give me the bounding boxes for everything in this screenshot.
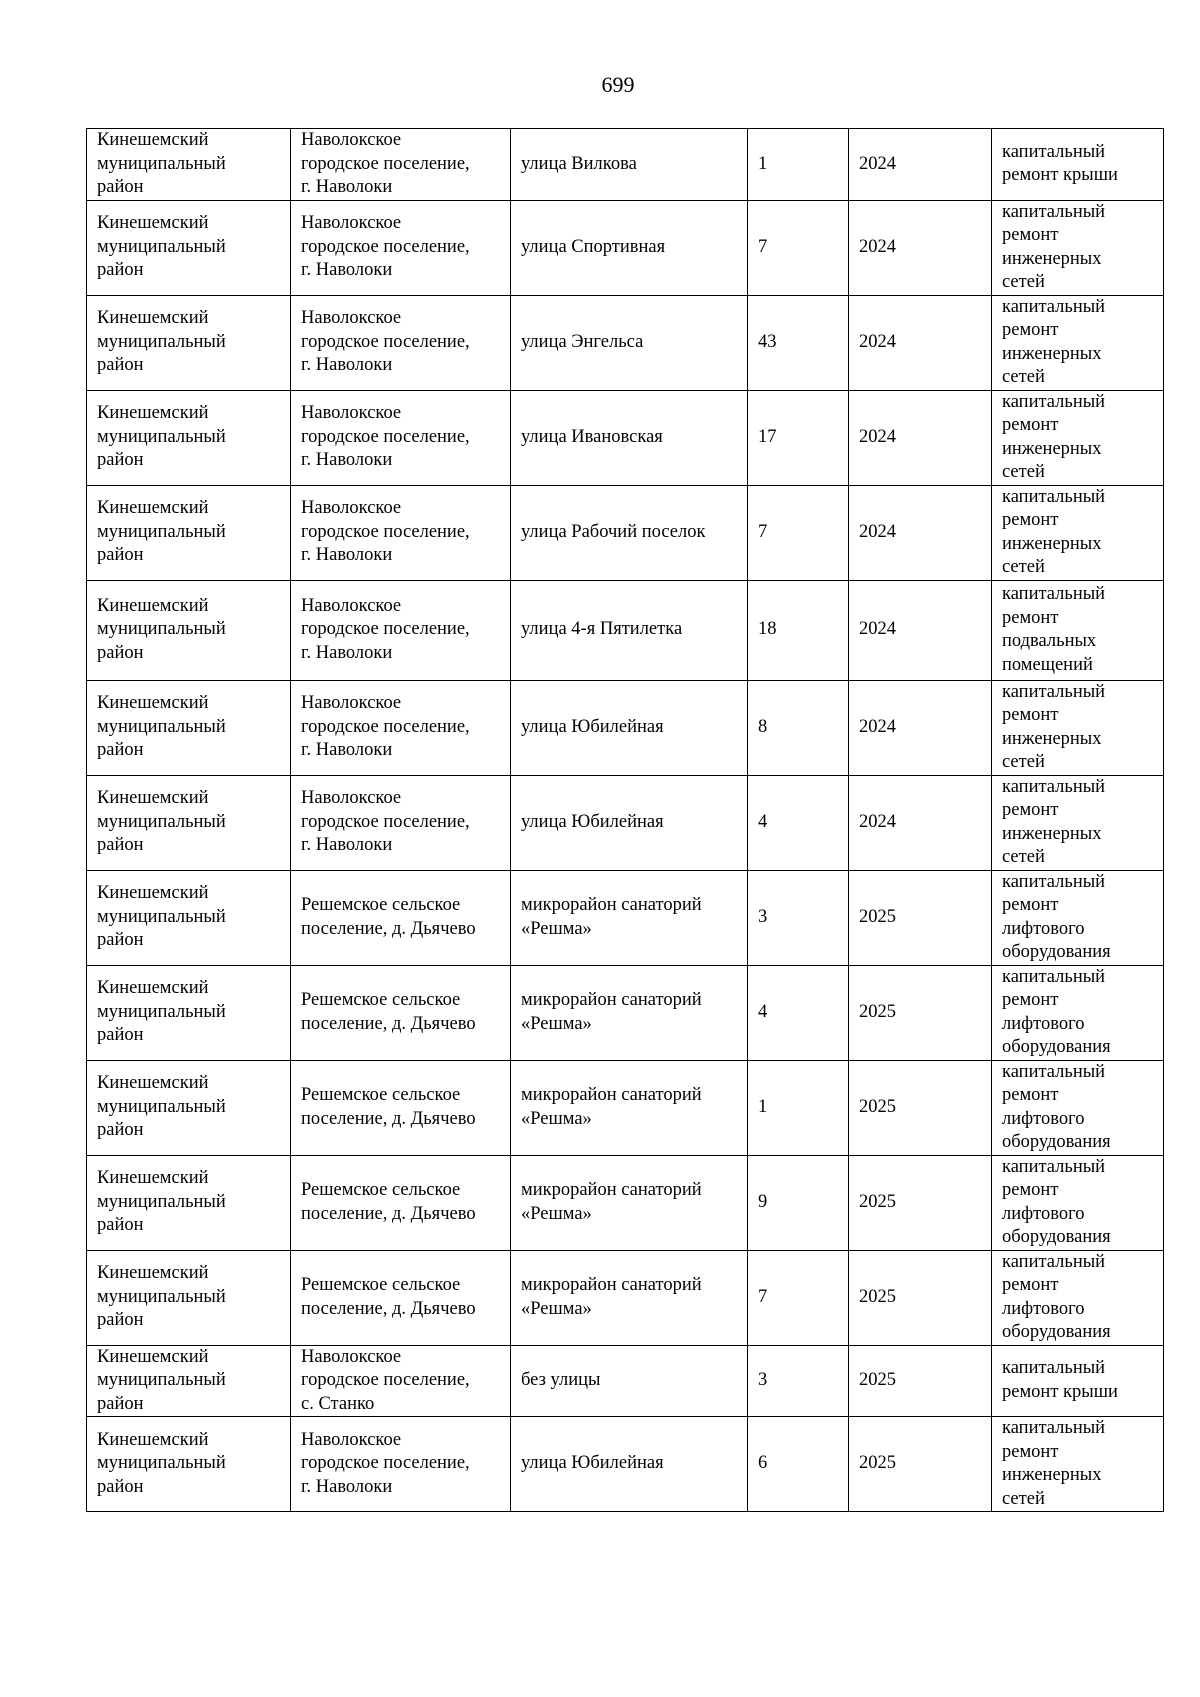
- year-cell-text: 2024: [859, 811, 896, 832]
- settlement-cell-text: Наволокское городское поселение, г. Наволоки: [301, 308, 470, 376]
- year-cell: [849, 1155, 992, 1250]
- work-type-cell: [992, 580, 1164, 680]
- work-type-cell: [992, 1060, 1164, 1155]
- street-cell-text: микрорайон санаторий «Решма»: [521, 1085, 702, 1129]
- district-cell-text: Кинешемский муниципальный район: [97, 1263, 226, 1331]
- work-type-cell-text: капитальный ремонт инженерных сетей: [1002, 1418, 1106, 1509]
- street-cell: [511, 965, 748, 1060]
- settlement-cell: [291, 680, 511, 775]
- street-cell-text: без улицы: [521, 1370, 601, 1390]
- table-row: [87, 1060, 1164, 1155]
- table-row: [87, 1345, 1164, 1417]
- work-type-cell-text: капитальный ремонт инженерных сетей: [1002, 486, 1106, 577]
- settlement-cell: [291, 580, 511, 680]
- street-cell: [511, 775, 748, 870]
- settlement-cell: [291, 295, 511, 390]
- year-cell: [849, 485, 992, 580]
- work-type-cell-text: капитальный ремонт крыши: [1002, 1358, 1118, 1402]
- house-number-cell: [748, 1417, 849, 1512]
- district-cell: [87, 1345, 291, 1417]
- settlement-cell-text: Наволокское городское поселение, с. Станко: [301, 1346, 470, 1414]
- settlement-cell-text: Решемское сельское поселение, д. Дьячево: [301, 1085, 476, 1129]
- house-number-cell: [748, 129, 849, 201]
- work-type-cell: [992, 680, 1164, 775]
- street-cell: [511, 390, 748, 485]
- district-cell-text: Кинешемский муниципальный район: [97, 595, 226, 663]
- work-type-cell-text: капитальный ремонт инженерных сетей: [1002, 391, 1106, 482]
- house-number-cell: [748, 1155, 849, 1250]
- settlement-cell-text: Наволокское городское поселение, г. Наволоки: [301, 788, 470, 856]
- table-row: [87, 390, 1164, 485]
- table-row: [87, 965, 1164, 1060]
- work-type-cell-text: капитальный ремонт лифтового оборудования: [1002, 966, 1111, 1057]
- year-cell: [849, 1250, 992, 1345]
- work-type-cell: [992, 870, 1164, 965]
- year-cell: [849, 965, 992, 1060]
- settlement-cell: [291, 1155, 511, 1250]
- district-cell-text: Кинешемский муниципальный район: [97, 978, 226, 1046]
- year-cell: [849, 129, 992, 201]
- table-body: [87, 129, 1164, 1512]
- settlement-cell-text: Решемское сельское поселение, д. Дьячево: [301, 1275, 476, 1319]
- street-cell-text: улица 4-я Пятилетка: [521, 619, 683, 640]
- year-cell: [849, 680, 992, 775]
- settlement-cell: [291, 1417, 511, 1512]
- district-cell: [87, 485, 291, 580]
- settlement-cell: [291, 1250, 511, 1345]
- district-cell-text: Кинешемский муниципальный район: [97, 1429, 226, 1497]
- house-number-cell-text: 1: [758, 153, 768, 174]
- district-cell-text: Кинешемский муниципальный район: [97, 1168, 226, 1236]
- district-cell: [87, 390, 291, 485]
- district-cell: [87, 965, 291, 1060]
- house-number-cell-text: 7: [758, 521, 768, 542]
- district-cell-text: Кинешемский муниципальный район: [97, 788, 226, 856]
- street-cell: [511, 1250, 748, 1345]
- district-cell: [87, 129, 291, 201]
- year-cell-text: 2024: [859, 426, 896, 447]
- district-cell: [87, 1155, 291, 1250]
- work-type-cell-text: капитальный ремонт лифтового оборудования: [1002, 871, 1111, 962]
- year-cell: [849, 1417, 992, 1512]
- settlement-cell-text: Решемское сельское поселение, д. Дьячево: [301, 990, 476, 1034]
- table-row: [87, 870, 1164, 965]
- district-cell: [87, 1250, 291, 1345]
- work-type-cell: [992, 775, 1164, 870]
- street-cell: [511, 1345, 748, 1417]
- house-number-cell-text: 18: [758, 619, 777, 640]
- house-number-cell: [748, 680, 849, 775]
- year-cell-text: 2025: [859, 1001, 896, 1022]
- house-number-cell-text: 8: [758, 716, 768, 737]
- work-type-cell: [992, 1155, 1164, 1250]
- street-cell-text: микрорайон санаторий «Решма»: [521, 990, 702, 1034]
- work-type-cell-text: капитальный ремонт крыши: [1002, 141, 1118, 186]
- settlement-cell-text: Наволокское городское поселение, г. Наволоки: [301, 130, 470, 197]
- street-cell: [511, 1155, 748, 1250]
- work-type-cell: [992, 1250, 1164, 1345]
- work-type-cell-text: капитальный ремонт инженерных сетей: [1002, 776, 1106, 867]
- street-cell-text: улица Рабочий поселок: [521, 521, 706, 542]
- settlement-cell-text: Наволокское городское поселение, г. Наволоки: [301, 213, 470, 281]
- table-row: [87, 580, 1164, 680]
- settlement-cell: [291, 775, 511, 870]
- year-cell-text: 2025: [859, 1191, 896, 1212]
- street-cell-text: улица Юбилейная: [521, 811, 664, 832]
- work-type-cell: [992, 1345, 1164, 1417]
- house-number-cell: [748, 1345, 849, 1417]
- house-number-cell-text: 1: [758, 1096, 768, 1117]
- work-type-cell-text: капитальный ремонт лифтового оборудования: [1002, 1061, 1111, 1152]
- street-cell-text: микрорайон санаторий «Решма»: [521, 1275, 702, 1319]
- street-cell-text: микрорайон санаторий «Решма»: [521, 1180, 702, 1224]
- street-cell: [511, 485, 748, 580]
- year-cell: [849, 390, 992, 485]
- street-cell-text: улица Вилкова: [521, 153, 637, 174]
- house-number-cell-text: 43: [758, 331, 777, 352]
- year-cell: [849, 295, 992, 390]
- house-number-cell: [748, 775, 849, 870]
- table-row: [87, 129, 1164, 201]
- district-cell-text: Кинешемский муниципальный район: [97, 498, 226, 566]
- year-cell-text: 2024: [859, 619, 896, 640]
- district-cell: [87, 1417, 291, 1512]
- district-cell: [87, 295, 291, 390]
- table-row: [87, 485, 1164, 580]
- house-number-cell-text: 3: [758, 1370, 768, 1390]
- settlement-cell-text: Решемское сельское поселение, д. Дьячево: [301, 895, 476, 939]
- house-number-cell: [748, 200, 849, 295]
- district-cell-text: Кинешемский муниципальный район: [97, 130, 226, 197]
- settlement-cell: [291, 1060, 511, 1155]
- settlement-cell: [291, 390, 511, 485]
- street-cell: [511, 680, 748, 775]
- settlement-cell-text: Наволокское городское поселение, г. Наволоки: [301, 595, 470, 663]
- district-cell: [87, 775, 291, 870]
- year-cell-text: 2025: [859, 1096, 896, 1117]
- table-row: [87, 680, 1164, 775]
- settlement-cell-text: Наволокское городское поселение, г. Наволоки: [301, 498, 470, 566]
- year-cell-text: 2024: [859, 236, 896, 257]
- street-cell-text: улица Юбилейная: [521, 1453, 664, 1474]
- street-cell: [511, 870, 748, 965]
- street-cell: [511, 200, 748, 295]
- table-row: [87, 1250, 1164, 1345]
- house-number-cell-text: 7: [758, 1286, 768, 1307]
- year-cell: [849, 580, 992, 680]
- street-cell: [511, 1060, 748, 1155]
- year-cell: [849, 1345, 992, 1417]
- work-type-cell-text: капитальный ремонт подвальных помещений: [1002, 584, 1106, 675]
- year-cell: [849, 870, 992, 965]
- house-number-cell-text: 6: [758, 1453, 768, 1474]
- street-cell: [511, 1417, 748, 1512]
- house-number-cell: [748, 295, 849, 390]
- district-cell-text: Кинешемский муниципальный район: [97, 308, 226, 376]
- house-number-cell-text: 4: [758, 811, 768, 832]
- settlement-cell-text: Наволокское городское поселение, г. Наволоки: [301, 693, 470, 761]
- house-number-cell: [748, 1060, 849, 1155]
- page-number: 699: [601, 72, 635, 97]
- work-type-cell: [992, 390, 1164, 485]
- year-cell: [849, 1060, 992, 1155]
- district-cell-text: Кинешемский муниципальный район: [97, 403, 226, 471]
- district-cell: [87, 580, 291, 680]
- house-number-cell-text: 9: [758, 1191, 768, 1212]
- house-number-cell-text: 7: [758, 236, 768, 257]
- settlement-cell: [291, 1345, 511, 1417]
- settlement-cell: [291, 965, 511, 1060]
- house-number-cell-text: 17: [758, 426, 777, 447]
- house-number-cell: [748, 1250, 849, 1345]
- work-type-cell: [992, 485, 1164, 580]
- street-cell-text: микрорайон санаторий «Решма»: [521, 895, 702, 939]
- street-cell-text: улица Энгельса: [521, 331, 644, 352]
- table-row: [87, 1155, 1164, 1250]
- street-cell: [511, 580, 748, 680]
- work-type-cell-text: капитальный ремонт инженерных сетей: [1002, 681, 1106, 772]
- settlement-cell-text: Наволокское городское поселение, г. Наволоки: [301, 1429, 470, 1497]
- work-type-cell-text: капитальный ремонт лифтового оборудования: [1002, 1251, 1111, 1342]
- table-row: [87, 200, 1164, 295]
- district-cell-text: Кинешемский муниципальный район: [97, 1346, 226, 1414]
- street-cell-text: улица Юбилейная: [521, 716, 664, 737]
- year-cell-text: 2024: [859, 153, 896, 174]
- work-type-cell: [992, 965, 1164, 1060]
- work-type-cell-text: капитальный ремонт инженерных сетей: [1002, 296, 1106, 387]
- district-cell: [87, 870, 291, 965]
- district-cell: [87, 1060, 291, 1155]
- table-row: [87, 775, 1164, 870]
- street-cell-text: улица Ивановская: [521, 426, 663, 447]
- district-cell: [87, 680, 291, 775]
- work-type-cell-text: капитальный ремонт лифтового оборудования: [1002, 1156, 1111, 1247]
- district-cell-text: Кинешемский муниципальный район: [97, 213, 226, 281]
- house-number-cell: [748, 580, 849, 680]
- year-cell: [849, 775, 992, 870]
- table-row: [87, 1417, 1164, 1512]
- district-cell-text: Кинешемский муниципальный район: [97, 883, 226, 951]
- house-number-cell: [748, 870, 849, 965]
- settlement-cell: [291, 129, 511, 201]
- house-number-cell: [748, 485, 849, 580]
- house-number-cell: [748, 390, 849, 485]
- settlement-cell: [291, 870, 511, 965]
- year-cell-text: 2025: [859, 1370, 896, 1390]
- house-number-cell: [748, 965, 849, 1060]
- year-cell-text: 2024: [859, 716, 896, 737]
- year-cell-text: 2025: [859, 906, 896, 927]
- work-type-cell: [992, 1417, 1164, 1512]
- settlement-cell-text: Решемское сельское поселение, д. Дьячево: [301, 1180, 476, 1224]
- settlement-cell: [291, 200, 511, 295]
- work-type-cell: [992, 129, 1164, 201]
- district-cell: [87, 200, 291, 295]
- year-cell-text: 2025: [859, 1453, 896, 1474]
- year-cell-text: 2024: [859, 331, 896, 352]
- year-cell: [849, 200, 992, 295]
- work-type-cell: [992, 295, 1164, 390]
- year-cell-text: 2025: [859, 1286, 896, 1307]
- house-number-cell-text: 4: [758, 1001, 768, 1022]
- work-type-cell-text: капитальный ремонт инженерных сетей: [1002, 201, 1106, 292]
- street-cell: [511, 129, 748, 201]
- settlement-cell-text: Наволокское городское поселение, г. Наволоки: [301, 403, 470, 471]
- table-row: [87, 295, 1164, 390]
- house-number-cell-text: 3: [758, 906, 768, 927]
- district-cell-text: Кинешемский муниципальный район: [97, 1073, 226, 1141]
- district-cell-text: Кинешемский муниципальный район: [97, 693, 226, 761]
- street-cell: [511, 295, 748, 390]
- street-cell-text: улица Спортивная: [521, 236, 666, 257]
- year-cell-text: 2024: [859, 521, 896, 542]
- settlement-cell: [291, 485, 511, 580]
- housing-repair-table: [86, 128, 1164, 1512]
- work-type-cell: [992, 200, 1164, 295]
